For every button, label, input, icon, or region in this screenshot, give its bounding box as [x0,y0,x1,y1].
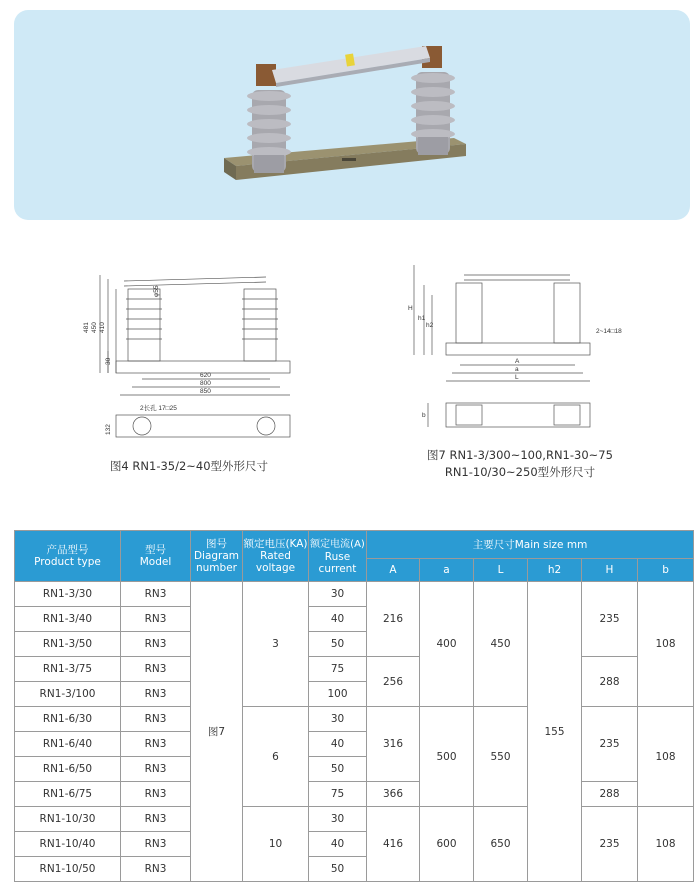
header-current: 额定电流(A) Ruse current [309,531,367,582]
header-col-h2: h2 [528,559,582,582]
table-row: RN1-10/40 RN3 40 [15,832,694,857]
fig4-dim-132: 132 [105,424,112,435]
voltage-3: 3 [243,582,309,707]
figure-7-caption-line2: RN1-10/30~250型外形尺寸 [444,465,596,479]
figure-4-caption: 图4 RN1-35/2~40型外形尺寸 [109,459,269,473]
table-row: RN1-3/40 RN3 40 [15,607,694,632]
table-row: RN1-3/75 RN3 75 256 288 [15,657,694,682]
table-row: RN1-6/30 RN3 6 30 316 500 550 235 108 [15,707,694,732]
fig7-dim-H: H [408,305,413,312]
fig4-dim-800: 800 [200,380,211,387]
fig4-dim-410: 410 [99,322,106,333]
voltage-6: 6 [243,707,309,807]
header-col-A: A [367,559,420,582]
fig4-dim-850: 850 [200,388,211,395]
fig7-dim-h1: h1 [418,315,426,322]
fig4-dim-450: 450 [91,322,98,333]
diagram-cell: 图7 [191,582,243,882]
fuse-tube [272,46,430,87]
table-row: RN1-3/100 RN3 100 [15,682,694,707]
fig7-dim-b: b [422,412,426,419]
h2-cell: 155 [528,582,582,882]
header-main-size: 主要尺寸Main size mm [367,531,694,559]
right-insulator [411,72,455,155]
table-row: RN1-3/50 RN3 50 [15,632,694,657]
voltage-10: 10 [243,807,309,882]
fig4-dim-phi55: φ55 [153,285,160,297]
table-row: RN1-10/50 RN3 50 [15,857,694,882]
figure-4-drawing [80,255,310,445]
table-row: RN1-6/50 RN3 50 [15,757,694,782]
fuse-product-illustration [14,10,690,220]
table-row: RN1-6/40 RN3 40 [15,732,694,757]
product-photo-panel [14,10,690,220]
fig7-dim-L: L [515,374,519,381]
table-row: RN1-10/30 RN3 10 30 416 600 650 235 108 [15,807,694,832]
fig4-dim-holes: 2长孔 17□25 [140,405,177,412]
table-row: RN1-6/75 RN3 75 366 288 [15,782,694,807]
fig4-dim-481: 481 [83,322,90,333]
header-product-type: 产品型号 Product type [15,531,121,582]
header-model: 型号 Model [121,531,191,582]
left-insulator [247,90,291,173]
header-diagram: 图号 Diagram number [191,531,243,582]
fig7-dim-A: A [515,358,520,365]
fig4-dim-620: 620 [200,372,211,379]
table-row: RN1-3/30 RN3 图7 3 30 216 400 450 155 235 108 [15,582,694,607]
figure-7-caption-line1: 图7 RN1-3/300~100,RN1-30~75 [427,448,613,462]
header-voltage: 额定电压(KA) Rated voltage [243,531,309,582]
fig4-dim-30: 30 [105,357,112,365]
header-col-L: L [474,559,528,582]
figure-7-drawing [400,255,630,445]
fig7-slot: 2~14□18 [596,328,622,335]
fig7-dim-h2: h2 [426,322,434,329]
header-col-H: H [582,559,638,582]
spec-table [14,530,694,882]
fig7-dim-a: a [515,366,519,373]
header-col-a: a [420,559,474,582]
header-col-b: b [638,559,694,582]
